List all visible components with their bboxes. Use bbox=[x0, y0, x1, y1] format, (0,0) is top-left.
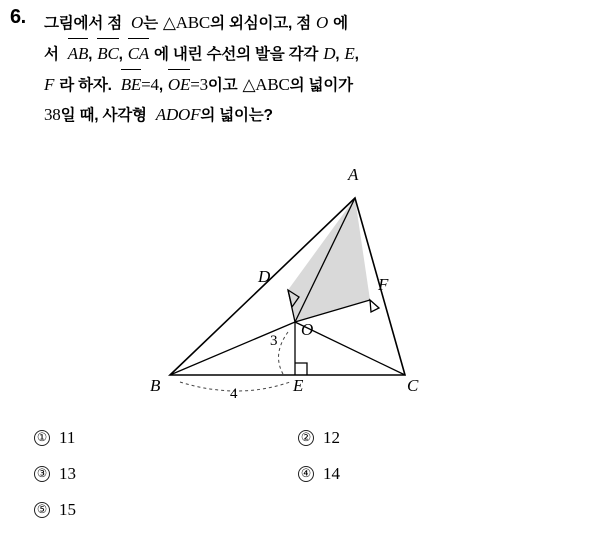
point-o-1: O bbox=[130, 13, 144, 32]
choice-3-label: 13 bbox=[59, 464, 76, 483]
problem-number: 6. bbox=[10, 6, 26, 28]
line2-part-b: 에 내린 수선의 발을 각각 bbox=[154, 46, 319, 63]
line3-part-c: 의 넓이가 bbox=[289, 77, 353, 94]
choice-5-marker: ⑤ bbox=[34, 502, 50, 518]
line1-part-b: 는 bbox=[143, 15, 158, 32]
problem-line-1 bbox=[44, 8, 589, 38]
choice-3[interactable] bbox=[34, 464, 76, 484]
point-label-d: D bbox=[258, 267, 271, 286]
line4-part-a: 일 때, 사각형 bbox=[60, 107, 147, 124]
eq-2: = bbox=[190, 75, 200, 94]
length-label-be: 4 bbox=[230, 386, 238, 402]
choice-1-marker: ① bbox=[34, 430, 50, 446]
choice-row-1 bbox=[34, 428, 574, 464]
choice-2[interactable] bbox=[298, 428, 340, 448]
length-label-oe: 3 bbox=[270, 333, 278, 349]
point-label-o: O bbox=[301, 320, 314, 339]
line1-part-d: 에 bbox=[333, 15, 348, 32]
seg-oe: OE bbox=[168, 69, 190, 99]
line3-part-a: 라 하자. bbox=[59, 77, 112, 94]
line3-part-b: 이고 bbox=[207, 77, 238, 94]
answer-choices bbox=[34, 428, 574, 536]
problem-line-4 bbox=[44, 100, 589, 130]
comma-5: , bbox=[158, 77, 163, 94]
choice-2-marker: ② bbox=[298, 430, 314, 446]
eq-1: = bbox=[141, 75, 151, 94]
comma-3: , bbox=[335, 46, 340, 63]
comma-1: , bbox=[88, 46, 93, 63]
choice-1[interactable] bbox=[34, 428, 75, 448]
geometry-figure bbox=[120, 160, 480, 410]
vertex-label-c: C bbox=[407, 376, 419, 395]
seg-be: BE bbox=[121, 69, 141, 99]
point-o-2: O bbox=[316, 13, 329, 32]
oe-value: 3 bbox=[199, 75, 208, 94]
comma-4: , bbox=[354, 46, 359, 63]
choice-4-marker: ④ bbox=[298, 466, 314, 482]
point-label-e: E bbox=[293, 376, 304, 395]
choice-1-label: 11 bbox=[59, 428, 76, 447]
vertex-label-a: A bbox=[348, 165, 359, 184]
point-e-1: E bbox=[344, 44, 355, 63]
choice-5[interactable] bbox=[34, 500, 76, 520]
be-value: 4 bbox=[150, 75, 159, 94]
point-d-1: D bbox=[323, 44, 336, 63]
problem-text bbox=[44, 8, 589, 130]
quad-adof: ADOF bbox=[155, 105, 201, 124]
line4-part-b: 의 넓이는? bbox=[200, 107, 273, 124]
choice-3-marker: ③ bbox=[34, 466, 50, 482]
problem-line-3 bbox=[44, 69, 589, 100]
choice-row-2 bbox=[34, 464, 574, 500]
point-label-f: F bbox=[378, 275, 389, 294]
choice-2-label: 12 bbox=[323, 428, 340, 447]
seg-ca: CA bbox=[128, 38, 149, 68]
problem-line-2 bbox=[44, 38, 589, 69]
seg-ab: AB bbox=[68, 38, 88, 68]
comma-2: , bbox=[118, 46, 123, 63]
seg-bc: BC bbox=[97, 38, 118, 68]
choice-4[interactable] bbox=[298, 464, 340, 484]
measure-arc-oe bbox=[279, 332, 288, 374]
figure-svg bbox=[120, 160, 480, 410]
line2-part-a: 서 bbox=[44, 46, 59, 63]
triangle-abc-path bbox=[170, 198, 405, 375]
triangle-abc-1: △ABC bbox=[162, 13, 211, 32]
choice-4-label: 14 bbox=[323, 464, 340, 483]
vertex-label-b: B bbox=[150, 376, 161, 395]
triangle-abc-2: △ABC bbox=[242, 75, 290, 94]
area-value: 38 bbox=[44, 105, 61, 124]
line1-part-c: 의 외심이고, 점 bbox=[210, 15, 312, 32]
choice-5-label: 15 bbox=[59, 500, 76, 519]
right-angle-mark-e bbox=[295, 363, 307, 375]
line1-part-a: 그림에서 점 bbox=[44, 15, 122, 32]
right-angle-mark-f bbox=[370, 300, 379, 312]
point-f-1: F bbox=[44, 75, 55, 94]
choice-row-3 bbox=[34, 500, 574, 536]
